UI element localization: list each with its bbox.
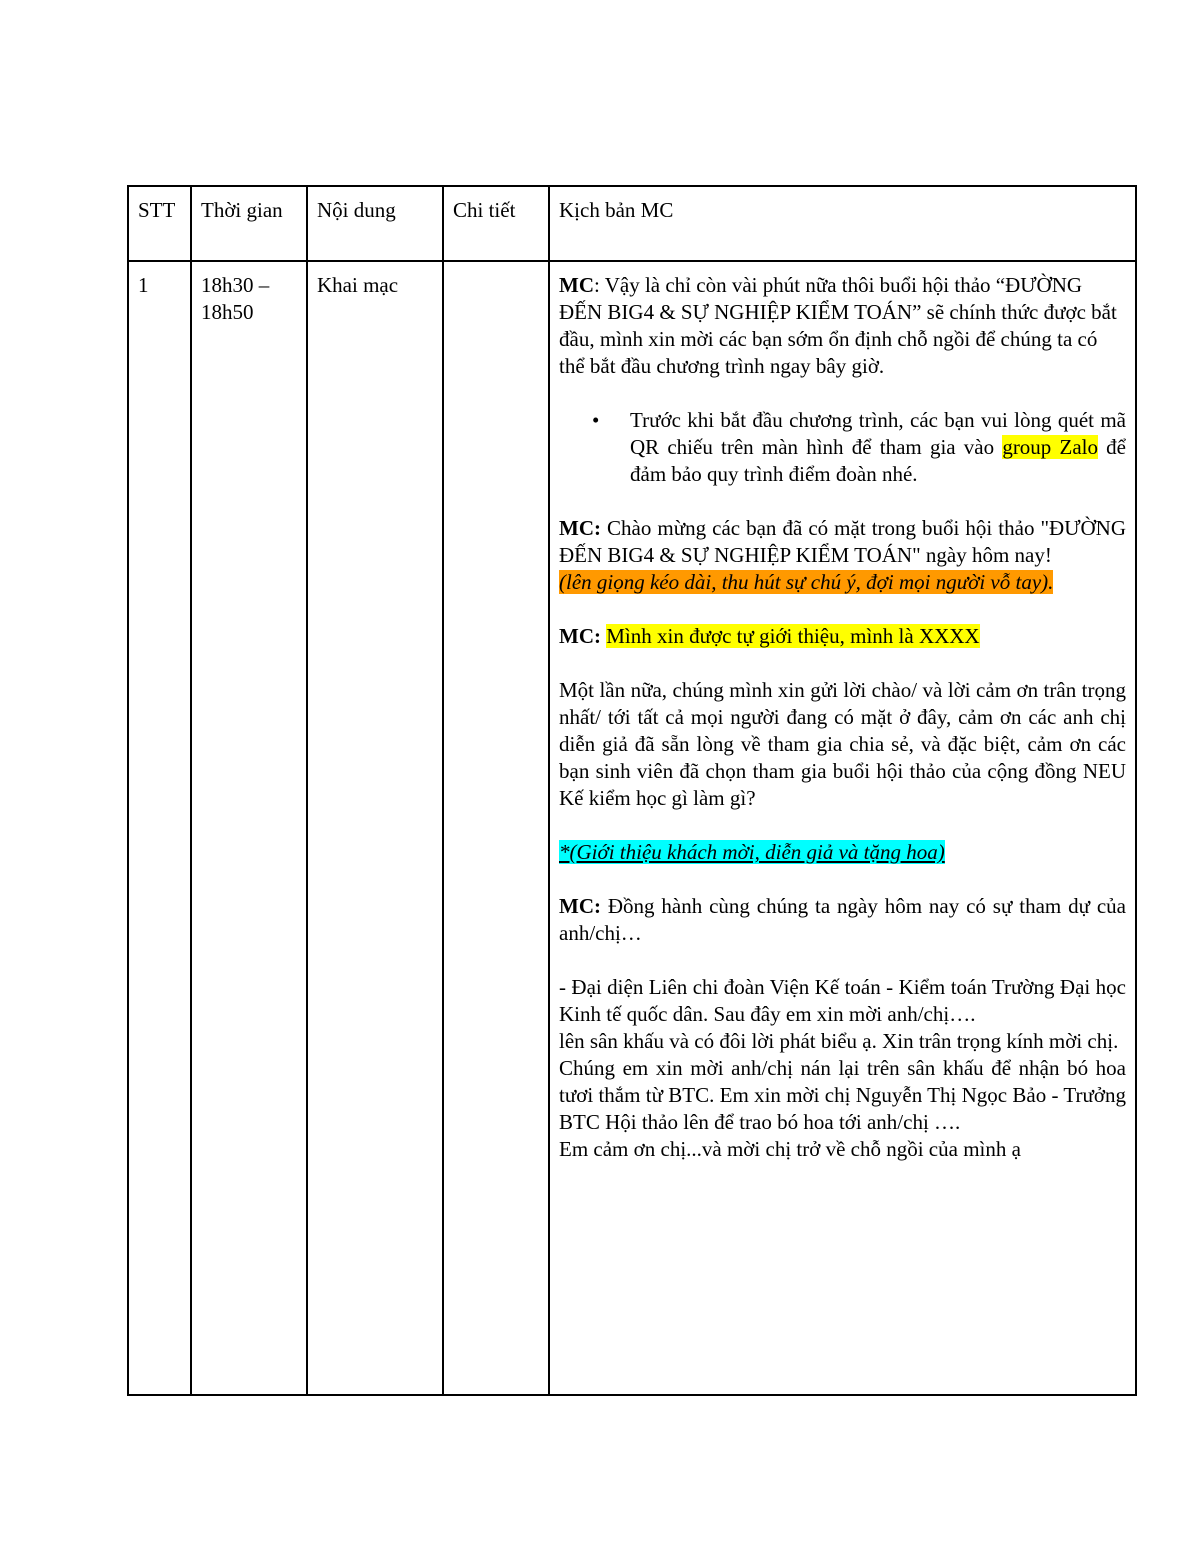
- guest-introduction-note: [559, 839, 1126, 866]
- script-paragraph-6-text: Đồng hành cùng chúng ta ngày hôm nay có sự tham dự của anh/chị…: [559, 894, 1126, 945]
- script-paragraph-4: Một lần nữa, chúng mình xin gửi lời chào/ và lời cảm ơn trân trọng nhất/ tới tất cả mọi người đang có mặt ở đây, cảm ơn các anh chị diễn giả đã sẵn lòng về tham gia chia sẻ, và đặc biệt, cảm ơn các bạn sinh viên đã chọn tham gia buổi hội thảo của cộng đồng NEU Kế kiểm học gì làm gì?: [559, 678, 1126, 810]
- mc-label: MC:: [559, 516, 601, 540]
- bullet-icon: •: [592, 408, 600, 432]
- row-time: 18h30 – 18h50: [191, 261, 307, 1395]
- table-header-row: [128, 186, 1136, 261]
- mc-label: MC:: [559, 624, 601, 648]
- header-content: Nội dung: [307, 186, 443, 261]
- stage-direction-text: (lên giọng kéo dài, thu hút sự chú ý, đợi mọi người vỗ tay).: [559, 570, 1054, 594]
- script-paragraph-6: [559, 893, 1126, 947]
- bullet-text-before: Trước khi bắt đầu chương trình, các bạn vui lòng quét mã QR chiếu trên màn hình để tham gia vào: [630, 408, 1126, 459]
- row-detail: [443, 261, 549, 1395]
- script-paragraph-1: [559, 272, 1126, 380]
- script-paragraph-7a: - Đại diện Liên chi đoàn Viện Kế toán - Kiểm toán Trường Đại học Kinh tế quốc dân. Sau đây em xin mời anh/chị….: [559, 975, 1126, 1026]
- script-table: [127, 185, 1137, 1396]
- header-script: Kịch bản MC: [549, 186, 1136, 261]
- header-stt: STT: [128, 186, 191, 261]
- script-paragraph-3: [559, 623, 1126, 650]
- script-paragraph-7d: Em cảm ơn chị...và mời chị trở về chỗ ngồi của mình ạ: [559, 1137, 1021, 1161]
- script-paragraph-1-text: : Vậy là chỉ còn vài phút nữa thôi buổi hội thảo “ĐƯỜNG ĐẾN BIG4 & SỰ NGHIỆP KIỂM TOÁN” sẽ chính thức được bắt đầu, mình xin mời các bạn sớm ổn định chỗ ngồi để chúng ta có thể bắt đầu chương trình ngay bây giờ.: [559, 273, 1117, 378]
- script-paragraph-2: [559, 515, 1126, 569]
- bullet-text-after: để đảm bảo quy trình điểm đoàn nhé.: [630, 435, 1126, 486]
- mc-label: MC:: [559, 894, 601, 918]
- script-paragraph-2-text: Chào mừng các bạn đã có mặt trong buổi hội thảo "ĐƯỜNG ĐẾN BIG4 & SỰ NGHIỆP KIỂM TOÁN" ngày hôm nay!: [559, 516, 1126, 567]
- table-row: [128, 261, 1136, 1395]
- header-time: Thời gian: [191, 186, 307, 261]
- script-paragraph-7c: Chúng em xin mời anh/chị nán lại trên sân khấu để nhận bó hoa tươi thắm từ BTC. Em xin mời chị Nguyễn Thị Ngọc Bảo - Trưởng BTC Hội thảo lên để trao bó hoa tới anh/chị ….: [559, 1056, 1126, 1134]
- row-content: Khai mạc: [307, 261, 443, 1395]
- self-introduction-highlight: Mình xin được tự giới thiệu, mình là XXXX: [606, 624, 980, 648]
- script-paragraph-7b: lên sân khấu và có đôi lời phát biểu ạ. Xin trân trọng kính mời chị.: [559, 1029, 1119, 1053]
- bullet-list: [559, 407, 1126, 488]
- guest-introduction-text: *(Giới thiệu khách mời, diễn giả và tặng hoa): [559, 840, 945, 864]
- highlight-group-zalo: group Zalo: [1002, 435, 1098, 459]
- stage-direction-note: [559, 569, 1126, 596]
- mc-script-cell: [549, 261, 1136, 1395]
- row-stt: 1: [128, 261, 191, 1395]
- mc-label: MC: [559, 273, 594, 297]
- list-item: [559, 407, 1126, 488]
- header-detail: Chi tiết: [443, 186, 549, 261]
